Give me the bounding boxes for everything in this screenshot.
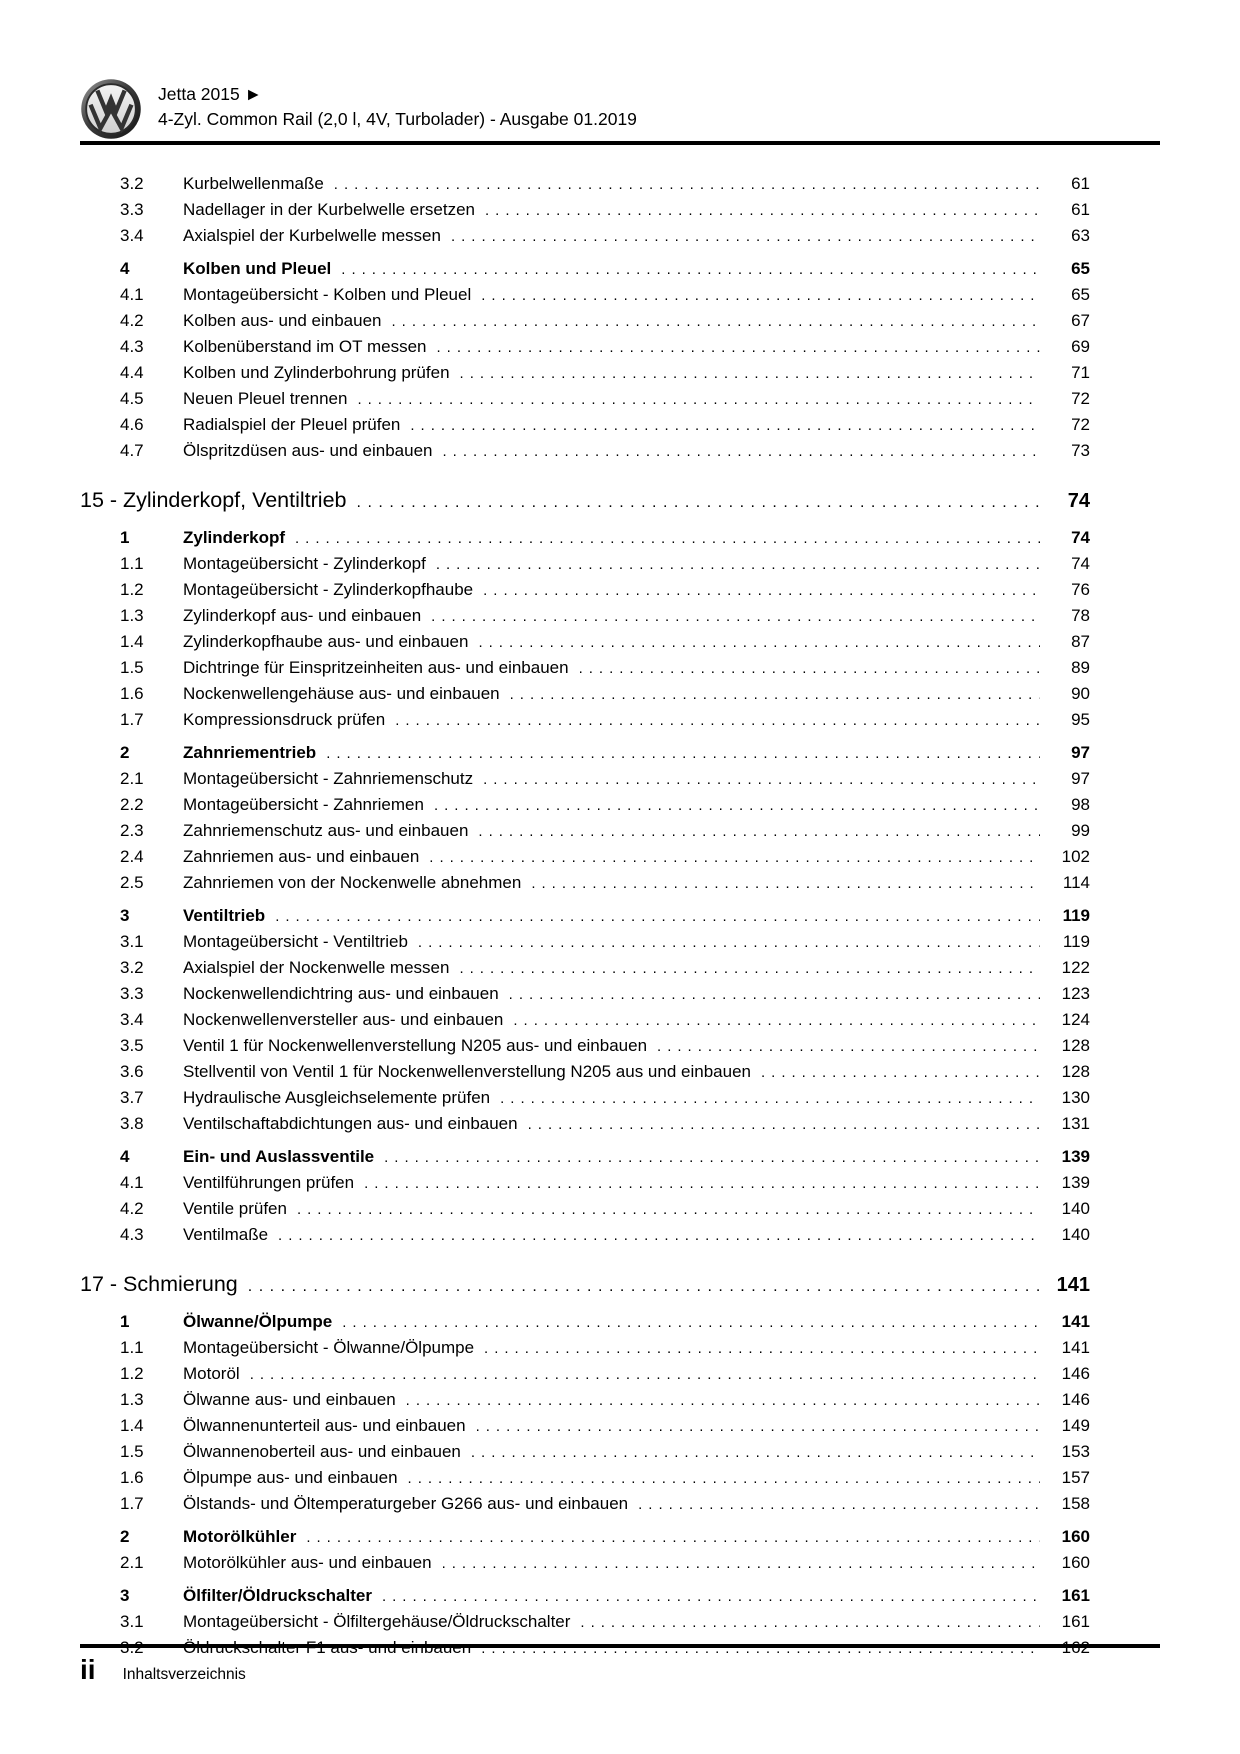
toc-entry (80, 1439, 1090, 1465)
toc-entry-title: Ölstands- und Öltemperaturgeber G266 aus- und einbauen (183, 1494, 629, 1513)
toc-entry (80, 171, 1090, 197)
toc-entry (80, 1309, 1090, 1335)
toc-entry (80, 955, 1090, 981)
toc-entry (80, 256, 1090, 282)
toc-entry-page: 74 (1071, 554, 1090, 573)
toc-entry-title: Kolben und Zylinderbohrung prüfen (183, 363, 450, 382)
toc-entry (80, 1465, 1090, 1491)
toc-entry (80, 1524, 1090, 1550)
toc-entry-title: Montageübersicht - Ventiltrieb (183, 932, 408, 951)
toc-entry (80, 655, 1090, 681)
toc-entry-title: Montageübersicht - Ölfiltergehäuse/Öldruckschalter (183, 1612, 571, 1631)
toc-entry (80, 818, 1090, 844)
toc-entry-page: 95 (1071, 710, 1090, 729)
toc-entry-title: Motorölkühler aus- und einbauen (183, 1553, 432, 1572)
toc-entry-number: 1.2 (120, 580, 144, 599)
toc-entry (80, 1033, 1090, 1059)
toc-entry-number: 4.1 (120, 1173, 144, 1192)
page-footer (80, 1644, 1160, 1685)
toc-entry-title: Zylinderkopf aus- und einbauen (183, 606, 422, 625)
toc-entry-title: Ventilmaße (183, 1225, 269, 1244)
toc-entry-number: 4.5 (120, 389, 144, 408)
toc-entry-page: 162 (1061, 1638, 1090, 1657)
manual-subtitle: 4-Zyl. Common Rail (2,0 l, 4V, Turbolader) - Ausgabe 01.2019 (158, 109, 637, 129)
toc-entry-page: 61 (1071, 174, 1090, 193)
dot-leader (357, 485, 1041, 518)
toc-entry-page: 119 (1062, 906, 1090, 925)
toc-entry (80, 360, 1090, 386)
toc-entry-number: 2.1 (120, 1553, 144, 1572)
toc-entry-title: Zahnriemen von der Nockenwelle abnehmen (183, 873, 522, 892)
toc-entry-title: Zahnriemenschutz aus- und einbauen (183, 821, 469, 840)
toc-entry-number: 3.4 (120, 1010, 144, 1029)
toc-entry (80, 1170, 1090, 1196)
toc-entry-page: 123 (1061, 984, 1090, 1003)
toc-entry-title: Ventiltrieb (183, 906, 266, 925)
toc-entry (80, 438, 1090, 464)
toc-entry (80, 603, 1090, 629)
dot-leader (250, 1361, 1040, 1387)
toc-entry (80, 223, 1090, 249)
toc-entry (80, 1609, 1090, 1635)
toc-entry-title: Axialspiel der Nockenwelle messen (183, 958, 450, 977)
toc-entry-number: 3.1 (120, 932, 144, 951)
dot-leader (278, 1222, 1040, 1248)
toc-entry-number: 4.6 (120, 415, 144, 434)
toc-entry (80, 282, 1090, 308)
dot-leader (406, 1387, 1040, 1413)
toc-entry-page: 140 (1061, 1225, 1090, 1244)
toc-entry-title: Nockenwellenversteller aus- und einbauen (183, 1010, 504, 1029)
toc-entry-number: 1.5 (120, 658, 144, 677)
toc-entry-title: Ventil 1 für Nockenwellenverstellung N205 aus- und einbauen (183, 1036, 648, 1055)
dot-leader (478, 629, 1040, 655)
toc-entry-number: 4.4 (120, 363, 144, 382)
dot-leader (528, 1111, 1040, 1137)
toc-entry-number: 1.7 (120, 1494, 144, 1513)
dot-leader (761, 1059, 1040, 1085)
toc-entry-number: 2.3 (120, 821, 144, 840)
toc-entry-number: 2.5 (120, 873, 144, 892)
dot-leader (392, 308, 1041, 334)
toc-entry-title: Ventilführungen prüfen (183, 1173, 355, 1192)
toc-entry-page: 139 (1061, 1173, 1090, 1192)
vw-logo (80, 78, 142, 140)
toc-entry-number: 3.2 (120, 958, 144, 977)
dot-leader (509, 981, 1040, 1007)
dot-leader (384, 1144, 1040, 1170)
toc-entry-title: Montageübersicht - Zahnriemen (183, 795, 424, 814)
dot-leader (483, 766, 1040, 792)
toc-entry-page: 160 (1061, 1527, 1090, 1546)
toc-entry-title: Nadellager in der Kurbelwelle ersetzen (183, 200, 475, 219)
toc-entry-number: 3.2 (120, 174, 144, 193)
toc-entry-number: 1.4 (120, 632, 144, 651)
dot-leader (657, 1033, 1040, 1059)
toc-entry-number: 1.5 (120, 1442, 144, 1461)
toc-entry-page: 131 (1061, 1114, 1090, 1133)
toc-entry (80, 1059, 1090, 1085)
toc-entry-number: 1.1 (120, 554, 144, 573)
toc-entry-page: 99 (1071, 821, 1090, 840)
dot-leader (364, 1170, 1040, 1196)
toc-entry-page: 71 (1071, 363, 1090, 382)
dot-leader (275, 903, 1040, 929)
toc-entry-number: 3.4 (120, 226, 144, 245)
toc-entry-number: 1.2 (120, 1364, 144, 1383)
toc-entry-number: 3.7 (120, 1088, 144, 1107)
toc-entry-page: 160 (1061, 1553, 1090, 1572)
toc-entry-page: 98 (1071, 795, 1090, 814)
toc-entry-page: 153 (1061, 1442, 1090, 1461)
toc-entry-number: 2.1 (120, 769, 144, 788)
toc-entry-number: 3.2 (120, 1638, 144, 1657)
folio-number: ii (80, 1654, 96, 1685)
dot-leader (638, 1491, 1040, 1517)
toc-entry-page: 73 (1071, 441, 1090, 460)
toc-entry-number: 1.7 (120, 710, 144, 729)
toc-entry-number: 1.1 (120, 1338, 144, 1357)
toc-entry (80, 1550, 1090, 1576)
toc-entry-number: 3.6 (120, 1062, 144, 1081)
toc-entry-page: 89 (1071, 658, 1090, 677)
toc-entry-title: Montageübersicht - Kolben und Pleuel (183, 285, 472, 304)
toc-entry-number: 1.3 (120, 606, 144, 625)
dot-leader (443, 438, 1041, 464)
toc-entry-title: Ventilschaftabdichtungen aus- und einbauen (183, 1114, 518, 1133)
toc-entry-page: 102 (1061, 847, 1090, 866)
dot-leader (295, 525, 1040, 551)
toc-entry-number: 4.1 (120, 285, 144, 304)
toc-entry-title: Ölwannenunterteil aus- und einbauen (183, 1416, 466, 1435)
toc-entry-page: 78 (1071, 606, 1090, 625)
toc-entry (80, 577, 1090, 603)
toc-entry-page: 74 (1071, 528, 1090, 547)
toc-entry-number: 3 (120, 906, 130, 925)
toc-entry-title: Kolben und Pleuel (183, 259, 332, 278)
toc-entry-number: 4 (120, 1147, 130, 1166)
toc-entry (80, 1196, 1090, 1222)
dot-leader (342, 1309, 1040, 1335)
dot-leader (248, 1269, 1040, 1302)
toc-entry-title: 17 - Schmierung (80, 1272, 238, 1296)
toc-entry-title: Ein- und Auslassventile (183, 1147, 375, 1166)
toc-entry-number: 4.7 (120, 441, 144, 460)
toc-entry-page: 124 (1061, 1010, 1090, 1029)
toc-entry (80, 792, 1090, 818)
toc-entry (80, 1222, 1090, 1248)
toc-entry-title: Kurbelwellenmaße (183, 174, 324, 193)
dot-leader (429, 844, 1040, 870)
toc-entry (80, 1491, 1090, 1517)
dot-leader (484, 1335, 1040, 1361)
toc-entry (80, 1413, 1090, 1439)
toc-entry-title: Nockenwellendichtring aus- und einbauen (183, 984, 499, 1003)
toc-entry-page: 130 (1061, 1088, 1090, 1107)
toc-entry (80, 1111, 1090, 1137)
toc-entry (80, 1387, 1090, 1413)
toc-entry (80, 485, 1090, 518)
dot-leader (513, 1007, 1040, 1033)
toc-entry (80, 1007, 1090, 1033)
toc-entry-title: Radialspiel der Pleuel prüfen (183, 415, 401, 434)
dot-leader (500, 1085, 1040, 1111)
toc-entry (80, 629, 1090, 655)
dot-leader (442, 1550, 1040, 1576)
dot-leader (580, 1609, 1040, 1635)
toc-entry-page: 63 (1071, 226, 1090, 245)
toc-entry-page: 90 (1071, 684, 1090, 703)
toc-entry-page: 61 (1071, 200, 1090, 219)
model-title: Jetta 2015 ► (158, 84, 262, 104)
dot-leader (436, 334, 1040, 360)
dot-leader (483, 577, 1040, 603)
toc-entry-title: Montageübersicht - Zylinderkopfhaube (183, 580, 474, 599)
toc-entry-page: 72 (1071, 389, 1090, 408)
toc-entry-page: 74 (1067, 490, 1090, 512)
dot-leader (471, 1439, 1040, 1465)
toc-entry-title: Ölfilter/Öldruckschalter (183, 1586, 372, 1605)
toc-entry (80, 870, 1090, 896)
dot-leader (418, 929, 1040, 955)
toc-entry-title: Motorölkühler (183, 1527, 297, 1546)
toc-entry (80, 334, 1090, 360)
toc-entry-title: Montageübersicht - Ölwanne/Ölpumpe (183, 1338, 475, 1357)
toc-entry-title: Kolben aus- und einbauen (183, 311, 382, 330)
dot-leader (481, 282, 1040, 308)
toc-entry-title: Stellventil von Ventil 1 für Nockenwellenverstellung N205 aus und einbauen (183, 1062, 751, 1081)
toc-entry-number: 2 (120, 1527, 130, 1546)
toc-entry-title: Kompressionsdruck prüfen (183, 710, 386, 729)
toc-entry-page: 97 (1071, 743, 1090, 762)
toc-entry-title: Montageübersicht - Zylinderkopf (183, 554, 426, 573)
toc-entry-number: 3.1 (120, 1612, 144, 1631)
toc-entry-number: 4.3 (120, 1225, 144, 1244)
toc-entry (80, 525, 1090, 551)
toc-entry (80, 412, 1090, 438)
toc-entry-title: Ölpumpe aus- und einbauen (183, 1468, 398, 1487)
dot-leader (408, 1465, 1040, 1491)
dot-leader (357, 386, 1040, 412)
toc-entry-page: 114 (1062, 873, 1090, 892)
dot-leader (460, 360, 1040, 386)
toc-entry-number: 1.3 (120, 1390, 144, 1409)
dot-leader (297, 1196, 1040, 1222)
toc-entry-page: 158 (1061, 1494, 1090, 1513)
toc-entry-page: 76 (1071, 580, 1090, 599)
toc-entry-page: 97 (1071, 769, 1090, 788)
dot-leader (382, 1583, 1040, 1609)
dot-leader (478, 818, 1040, 844)
toc-entry (80, 929, 1090, 955)
toc-entry-page: 141 (1056, 1274, 1090, 1296)
toc-entry-number: 3 (120, 1586, 130, 1605)
toc-entry (80, 308, 1090, 334)
table-of-contents (80, 171, 1090, 1661)
toc-entry (80, 1269, 1090, 1302)
toc-entry-page: 157 (1061, 1468, 1090, 1487)
toc-entry-number: 1 (120, 528, 130, 547)
toc-entry-page: 72 (1071, 415, 1090, 434)
toc-entry (80, 386, 1090, 412)
toc-entry-title: Kolbenüberstand im OT messen (183, 337, 427, 356)
toc-entry (80, 1361, 1090, 1387)
toc-entry-page: 140 (1061, 1199, 1090, 1218)
toc-entry-number: 3.8 (120, 1114, 144, 1133)
toc-entry-title: Zahnriemen aus- und einbauen (183, 847, 420, 866)
toc-entry-title: Öldruckschalter F1 aus- und einbauen (183, 1638, 472, 1657)
toc-entry-number: 2.4 (120, 847, 144, 866)
toc-entry (80, 551, 1090, 577)
dot-leader (476, 1413, 1040, 1439)
dot-leader (326, 740, 1040, 766)
toc-entry-page: 146 (1061, 1364, 1090, 1383)
dot-leader (579, 655, 1040, 681)
toc-entry-page: 128 (1061, 1036, 1090, 1055)
toc-entry-number: 2 (120, 743, 130, 762)
toc-entry-title: Neuen Pleuel trennen (183, 389, 348, 408)
toc-entry-title: Dichtringe für Einspritzeinheiten aus- und einbauen (183, 658, 569, 677)
toc-entry-page: 69 (1071, 337, 1090, 356)
dot-leader (531, 870, 1040, 896)
toc-entry-title: Zylinderkopf (183, 528, 286, 547)
toc-entry-title: Motoröl (183, 1364, 240, 1383)
dot-leader (510, 681, 1040, 707)
dot-leader (485, 197, 1040, 223)
toc-entry (80, 1144, 1090, 1170)
toc-entry (80, 981, 1090, 1007)
toc-entry-title: Nockenwellengehäuse aus- und einbauen (183, 684, 500, 703)
toc-entry-page: 146 (1061, 1390, 1090, 1409)
toc-entry-number: 1.6 (120, 1468, 144, 1487)
toc-entry-page: 141 (1061, 1338, 1090, 1357)
toc-entry-page: 65 (1071, 285, 1090, 304)
toc-entry-page: 149 (1061, 1416, 1090, 1435)
header-rule (80, 141, 1160, 145)
toc-entry (80, 707, 1090, 733)
toc-entry-number: 3.5 (120, 1036, 144, 1055)
toc-entry-number: 1.4 (120, 1416, 144, 1435)
toc-entry (80, 681, 1090, 707)
toc-entry-title: Ölwanne/Ölpumpe (183, 1312, 333, 1331)
toc-entry-page: 119 (1062, 932, 1090, 951)
dot-leader (436, 551, 1040, 577)
toc-entry-number: 4.3 (120, 337, 144, 356)
dot-leader (434, 792, 1040, 818)
toc-entry-title: 15 - Zylinderkopf, Ventiltrieb (80, 488, 347, 512)
toc-entry-title: Ölwanne aus- und einbauen (183, 1390, 396, 1409)
toc-entry-title: Zahnriementrieb (183, 743, 317, 762)
toc-entry-number: 3.3 (120, 984, 144, 1003)
dot-leader (306, 1524, 1040, 1550)
toc-entry-number: 2.2 (120, 795, 144, 814)
header-title-block (158, 76, 637, 132)
toc-entry-page: 161 (1061, 1612, 1090, 1631)
toc-entry-title: Axialspiel der Kurbelwelle messen (183, 226, 441, 245)
toc-entry (80, 1583, 1090, 1609)
toc-entry (80, 903, 1090, 929)
toc-entry-number: 4 (120, 259, 130, 278)
toc-entry-title: Hydraulische Ausgleichselemente prüfen (183, 1088, 491, 1107)
toc-entry-page: 139 (1061, 1147, 1090, 1166)
toc-entry-page: 128 (1061, 1062, 1090, 1081)
page-header (80, 76, 1160, 140)
toc-entry (80, 1085, 1090, 1111)
toc-entry (80, 197, 1090, 223)
footer-label: Inhaltsverzeichnis (122, 1666, 246, 1683)
toc-entry-page: 161 (1061, 1586, 1090, 1605)
toc-entry (80, 766, 1090, 792)
dot-leader (459, 955, 1040, 981)
toc-entry-title: Ölwannenoberteil aus- und einbauen (183, 1442, 461, 1461)
toc-entry-page: 65 (1071, 259, 1090, 278)
toc-entry-title: Ventile prüfen (183, 1199, 287, 1218)
dot-leader (451, 223, 1040, 249)
toc-entry-number: 1 (120, 1312, 130, 1331)
toc-entry-page: 67 (1071, 311, 1090, 330)
dot-leader (431, 603, 1040, 629)
dot-leader (334, 171, 1040, 197)
dot-leader (341, 256, 1040, 282)
toc-entry (80, 1335, 1090, 1361)
toc-entry-number: 3.3 (120, 200, 144, 219)
toc-entry-title: Zylinderkopfhaube aus- und einbauen (183, 632, 469, 651)
toc-entry-number: 1.6 (120, 684, 144, 703)
toc-entry-number: 4.2 (120, 311, 144, 330)
toc-entry-number: 4.2 (120, 1199, 144, 1218)
toc-entry-title: Montageübersicht - Zahnriemenschutz (183, 769, 474, 788)
toc-entry (80, 740, 1090, 766)
toc-entry-page: 122 (1061, 958, 1090, 977)
toc-entry (80, 844, 1090, 870)
dot-leader (410, 412, 1040, 438)
toc-entry-title: Ölspritzdüsen aus- und einbauen (183, 441, 433, 460)
toc-entry-page: 87 (1071, 632, 1090, 651)
dot-leader (395, 707, 1040, 733)
toc-entry-page: 141 (1061, 1312, 1090, 1331)
